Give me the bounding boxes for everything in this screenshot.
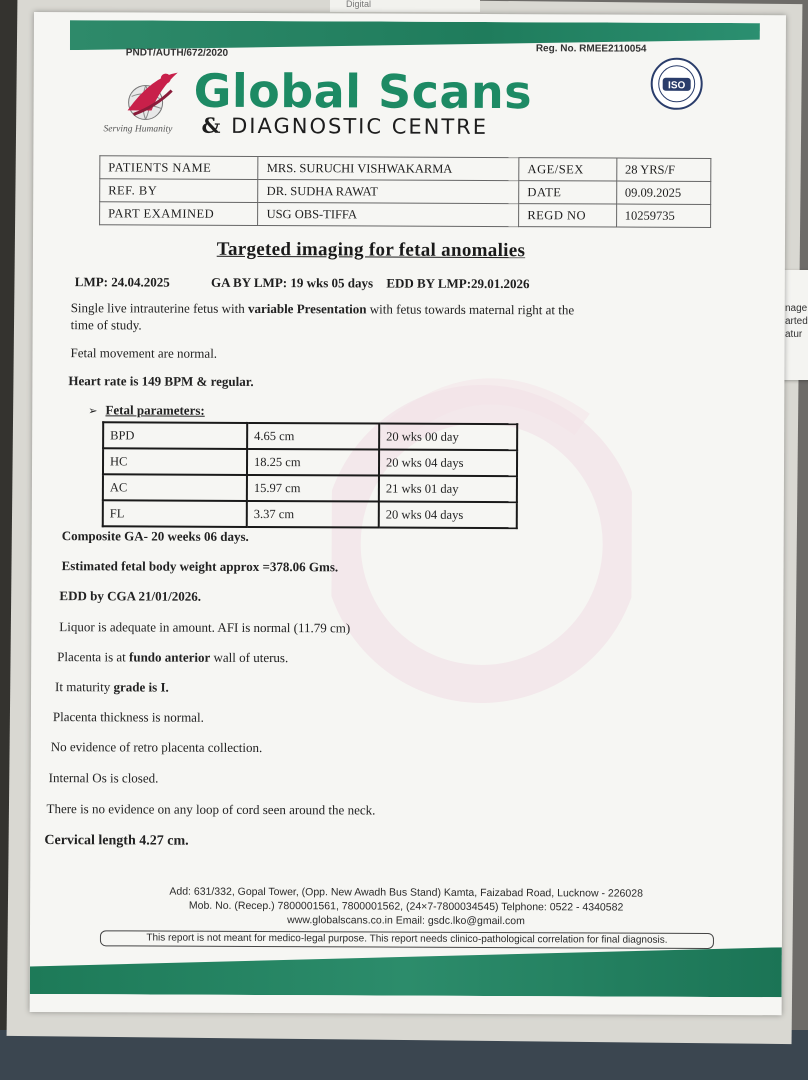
patient-details-table	[99, 155, 711, 228]
cervical-length: Cervical length 4.27 cm.	[44, 833, 189, 849]
brand-tagline: Serving Humanity	[103, 124, 173, 135]
arrow-bullet-icon: ➢	[88, 404, 98, 418]
param-name: BPD	[103, 422, 247, 449]
footer-address: Add: 631/332, Gopal Tower, (Opp. New Awadh Bus Stand) Kamta, Faizabad Road, Lucknow - 226028	[169, 885, 643, 900]
part-examined-label: PART EXAMINED	[100, 202, 259, 226]
param-value: 18.25 cm	[247, 449, 379, 476]
iso-certified-badge-icon	[650, 57, 704, 111]
presentation-bold: variable Presentation	[247, 300, 367, 317]
placenta-bold: fundo anterior	[128, 649, 211, 665]
presentation-line-1	[71, 300, 574, 318]
patient-name-label: PATIENTS NAME	[100, 156, 259, 180]
footer-green-band	[30, 944, 782, 997]
internal-os: Internal Os is closed.	[48, 770, 159, 786]
brand-name: Global Scans	[193, 63, 533, 120]
composite-ga: Composite GA- 20 weeks 06 days.	[61, 528, 249, 544]
top-paper-scrap	[330, 0, 480, 12]
top-scrap-text: Digital	[346, 0, 372, 9]
report-title: Targeted imaging for fetal anomalies	[216, 238, 526, 262]
globe-person-logo-icon	[122, 66, 182, 126]
lmp-row	[75, 274, 568, 292]
footer-disclaimer: This report is not meant for medico-legal purpose. This report needs clinico-pathological correlation for final diagnosis.	[100, 930, 714, 949]
footer-mobile: Mob. No. (Recep.) 7800001561, 7800001562, (24×7-7800034545) Telphone: 0522 - 4340582	[188, 899, 624, 914]
footer-web-email: www.globalscans.co.in Email: gsdc.lko@gmail.com	[287, 914, 525, 928]
table-row	[103, 474, 517, 502]
table-row	[103, 500, 517, 528]
footer-contact	[30, 884, 782, 929]
ref-by-label: REF. BY	[100, 179, 259, 203]
brand-subtitle-text: DIAGNOSTIC CENTRE	[231, 113, 489, 139]
iso-badge-text: ISO	[668, 80, 686, 92]
lmp-date: LMP: 24.04.2025	[74, 274, 170, 290]
param-name: AC	[103, 474, 247, 501]
placenta-pre: Placenta is at	[57, 649, 126, 665]
table-row	[100, 202, 711, 228]
side-paper-line: atur	[785, 329, 803, 340]
heart-rate: Heart rate is 149 BPM & regular.	[68, 373, 254, 389]
date-label: DATE	[519, 181, 617, 204]
fetal-movement: Fetal movement are normal.	[70, 345, 218, 361]
date-value: 09.09.2025	[616, 181, 710, 204]
table-row	[103, 448, 517, 476]
age-sex-value: 28 YRS/F	[616, 158, 710, 181]
placenta-thickness: Placenta thickness is normal.	[52, 709, 204, 725]
report-page	[30, 12, 786, 1015]
placenta-location	[57, 649, 288, 666]
brand-subtitle	[201, 113, 488, 139]
ga-by-lmp: GA BY LMP: 19 wks 05 days	[211, 274, 374, 291]
pndt-code: PNDT/AUTH/672/2020	[125, 47, 229, 59]
age-sex-label: AGE/SEX	[519, 158, 617, 181]
param-age: 20 wks 04 days	[379, 450, 517, 477]
fetal-params-heading-text: Fetal parameters:	[105, 402, 205, 418]
retro-placenta: No evidence of retro placenta collection.	[50, 739, 263, 756]
param-value: 4.65 cm	[247, 423, 379, 450]
param-age: 20 wks 04 days	[379, 502, 517, 529]
table-row	[100, 179, 711, 205]
param-value: 3.37 cm	[247, 501, 379, 528]
table-row	[100, 156, 711, 182]
param-age: 20 wks 00 day	[379, 424, 517, 451]
placenta-post: wall of uterus.	[213, 649, 289, 666]
placenta-maturity	[55, 679, 169, 695]
liquor-afi: Liquor is adequate in amount. AFI is normal (11.79 cm)	[59, 619, 351, 636]
param-name: HC	[103, 448, 247, 475]
table-row	[103, 422, 517, 450]
side-paper-line: nage	[785, 303, 808, 314]
presentation-pre: Single live intrauterine fetus with	[70, 300, 245, 316]
brand-subtitle-ampersand: &	[201, 112, 223, 138]
presentation-line-2: time of study.	[70, 317, 142, 333]
registration-number: Reg. No. RMEE2110054	[535, 43, 647, 55]
fetal-params-heading	[88, 402, 205, 419]
edd-by-lmp: EDD BY LMP:29.01.2026	[386, 275, 530, 292]
ref-by-value: DR. SUDHA RAWAT	[258, 179, 519, 203]
patient-name-value: MRS. SURUCHI VISHWAKARMA	[258, 156, 519, 180]
fetal-parameters-table	[102, 421, 518, 529]
regd-no-value: 10259735	[616, 204, 710, 227]
param-age: 21 wks 01 day	[379, 476, 517, 503]
param-name: FL	[103, 500, 247, 527]
maturity-bold: grade is I.	[113, 679, 169, 695]
edd-by-cga: EDD by CGA 21/01/2026.	[59, 588, 202, 604]
part-examined-value: USG OBS-TIFFA	[258, 202, 519, 226]
param-value: 15.97 cm	[247, 475, 379, 502]
presentation-post: with fetus towards maternal right at the	[369, 301, 575, 318]
cord-loop: There is no evidence on any loop of cord seen around the neck.	[46, 801, 376, 818]
fetal-weight: Estimated fetal body weight approx =378.06 Gms.	[61, 558, 339, 575]
regd-no-label: REGD NO	[519, 204, 617, 227]
maturity-pre: It maturity	[55, 679, 111, 695]
side-paper-line: arted	[785, 316, 808, 327]
